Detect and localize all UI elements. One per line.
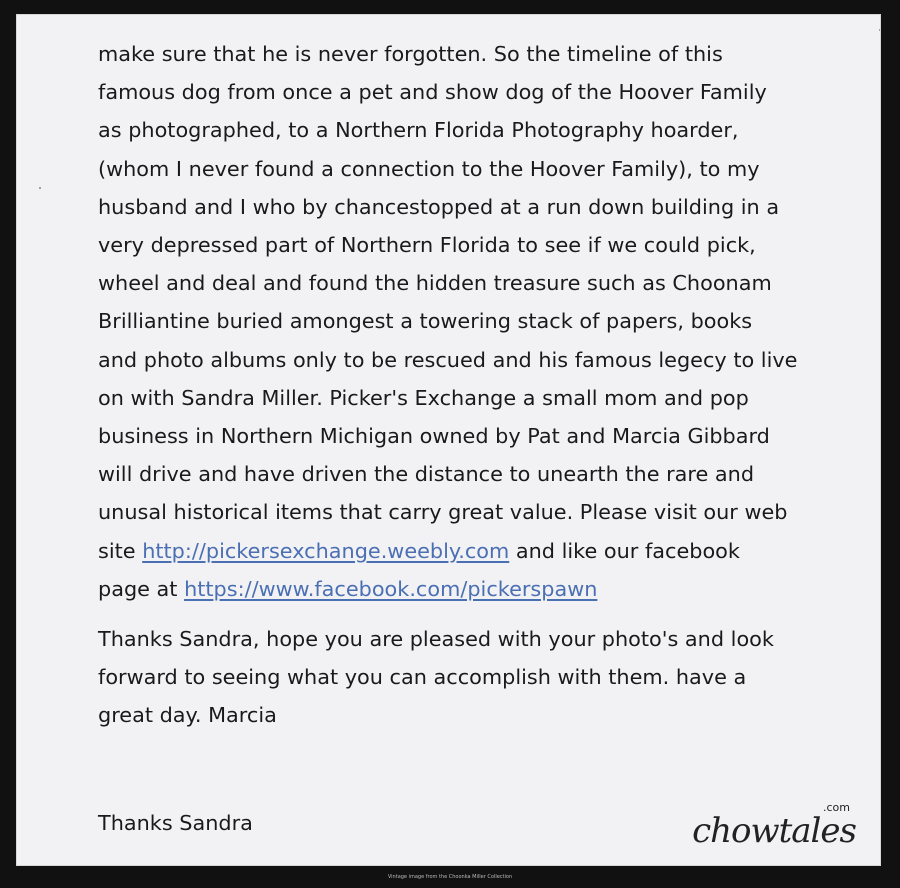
website-line: [98, 532, 838, 570]
chowtales-logo: [692, 799, 856, 853]
letter-line: husband and I who by chancestopped at a run down building in a: [98, 194, 780, 219]
letter-line: very depressed part of Northern Florida to see if we could pick,: [98, 233, 756, 258]
signoff: Thanks Sandra: [98, 811, 253, 835]
letter-line: Brilliantine buried amongest a towering stack of papers, books: [98, 309, 753, 334]
logo-suffix: .com: [823, 801, 850, 814]
closing-line: great day. Marcia: [98, 703, 277, 728]
logo-word: chowtales: [692, 811, 856, 851]
letter-page: [16, 14, 881, 866]
paper-speck: [879, 29, 881, 31]
letter-line: wheel and deal and found the hidden treasure such as Choonam: [98, 271, 772, 296]
facebook-prefix: page at: [98, 576, 185, 601]
closing-line: Thanks Sandra, hope you are pleased with your photo's and look: [98, 627, 774, 652]
website-prefix: site: [98, 538, 143, 563]
image-caption: Vintage image from the Choonka Miller Collection: [387, 874, 513, 880]
facebook-link[interactable]: https://www.facebook.com/pickerspawn: [184, 576, 598, 601]
letter-body: [98, 35, 838, 735]
letter-line: on with Sandra Miller. Picker's Exchange a small mom and pop: [98, 385, 749, 410]
letter-line: (whom I never found a connection to the Hoover Family), to my: [98, 156, 760, 181]
paper-speck: [39, 187, 41, 189]
letter-line: and photo albums only to be rescued and his famous legecy to live: [98, 347, 798, 372]
letter-line: will drive and have driven the distance to unearth the rare and: [98, 462, 755, 487]
letter-line: as photographed, to a Northern Florida Photography hoarder,: [98, 118, 739, 143]
website-suffix: and like our facebook: [509, 538, 740, 563]
letter-line: famous dog from once a pet and show dog of the Hoover Family: [98, 80, 767, 105]
paragraph-gap: [98, 608, 838, 620]
letter-line: unusal historical items that carry great value. Please visit our web: [98, 500, 788, 525]
website-link[interactable]: http://pickersexchange.weebly.com: [142, 538, 510, 563]
facebook-line: [98, 570, 838, 608]
letter-line: business in Northern Michigan owned by Pat and Marcia Gibbard: [98, 424, 770, 449]
letter-line: make sure that he is never forgotten. So the timeline of this: [98, 42, 723, 66]
closing-line: forward to seeing what you can accomplish with them. have a: [98, 665, 747, 690]
